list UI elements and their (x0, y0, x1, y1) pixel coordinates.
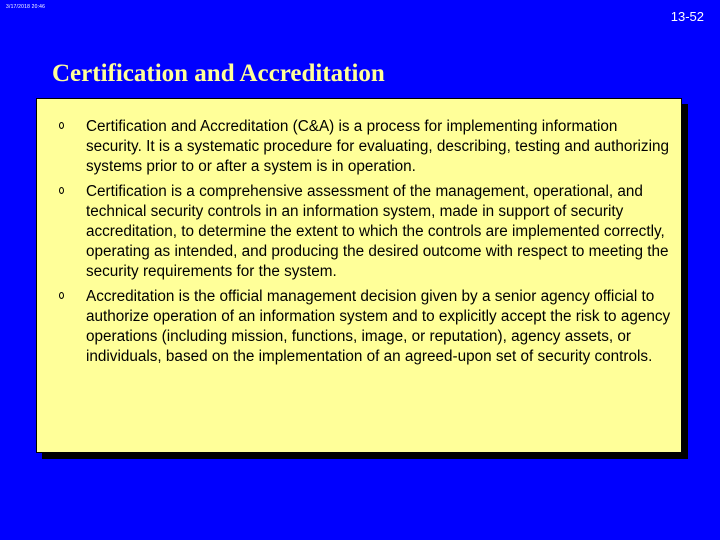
bullet-circle-icon (59, 187, 64, 194)
bullet-text: Accreditation is the official management decision given by a senior agency official to authorize operation of an information system and to explicitly accept the risk to agency operations (including mission, functions, image, or reputation), agency assets, or individuals, based on the implementation of an agreed-upon set of security controls. (86, 288, 671, 365)
bullet-item (57, 287, 677, 367)
bullet-text: Certification is a comprehensive assessment of the management, operational, and technical security controls in an information system, made in support of security accreditation, to determine the extent to which the controls are implemented correctly, operating as intended, and producing the desired outcome with respect to meeting the security requirements for the system. (86, 183, 669, 280)
slide-number: 13-52 (670, 9, 704, 24)
bullet-circle-icon (59, 292, 64, 299)
datestamp: 3/17/2018 20:46 (6, 4, 46, 10)
bullet-list (57, 117, 677, 372)
content-box (36, 98, 682, 453)
bullet-circle-icon (59, 122, 64, 129)
bullet-text: Certification and Accreditation (C&A) is a process for implementing information security. It is a systematic procedure for evaluating, describing, testing and authorizing systems prior to or after a system is in operation. (86, 118, 669, 175)
bullet-item (57, 182, 677, 282)
bullet-item (57, 117, 677, 177)
slide-title: Certification and Accreditation (52, 60, 385, 87)
